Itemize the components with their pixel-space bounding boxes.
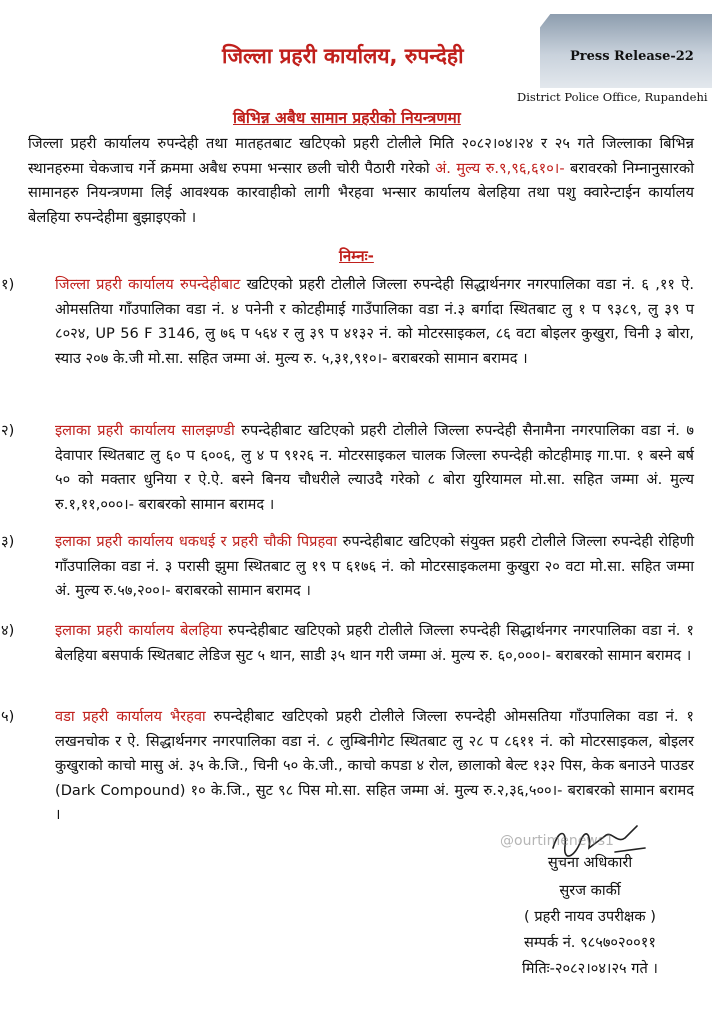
list-item xyxy=(1,530,694,604)
signature-contact: सम्पर्क नं. ९८५७०२००११ xyxy=(524,934,656,951)
item-number: २) xyxy=(1,422,15,439)
signature-rank: ( प्रहरी नायव उपरीक्षक ) xyxy=(524,908,656,925)
item-number: ५) xyxy=(1,708,15,725)
list-item xyxy=(1,273,694,371)
list-item xyxy=(1,619,694,668)
item-text: रुपन्देहीबाट खटिएको प्रहरी टोलीले जिल्ला रुपन्देही ओमसतिया गाँउपालिका वडा नं. १ लखनचोक र ऐ. सिद्धार्थनगर नगरपालिका वडा नं. ८ लुम्बिनीगेट स्थितबाट लु २८ प ८६११ नं. को मोटरसाइकल, बोइलर कुखुराको काचो मासु अं. ३५ के.जि., चिनी ५० के.जी., काचो कपडा ४ रोल, छालाको बेल्ट १३२ पिस, केक बनाउने पाउडर (Dark Compound) १० के.जि., सुट ९८ पिस मो.सा. सहित जम्मा अं. मुल्य रु.२,३६,५००।- बराबरको सामान बरामद । xyxy=(55,708,694,823)
item-text: रुपन्देहीबाट खटिएको संयुक्त प्रहरी टोलीले जिल्ला रुपन्देही रोहिणी गाँउपालिका वडा नं. ३ परासी झुमा स्थितबाट लु १९ प ६१७६ नं. को मोटरसाइकलमा कुखुरा २० वटा मो.सा. सहित जम्मा अं. मुल्य रु.५७,२००।- बराबरको सामान बरामद । xyxy=(55,533,694,599)
item-office: इलाका प्रहरी कार्यालय सालझण्डी xyxy=(55,422,235,439)
item-office: इलाका प्रहरी कार्यालय धकधई र प्रहरी चौकी पिप्रहवा xyxy=(55,533,338,550)
press-release-label: Press Release-22 xyxy=(570,49,694,64)
item-number: १) xyxy=(1,276,15,293)
item-number: ४) xyxy=(1,622,15,639)
intro-text: जिल्ला प्रहरी कार्यालय रुपन्देही तथा मातहतबाट खटिएको प्रहरी टोलीले मिति २०८२।०४।२४ र २५ गते जिल्लाका बिभिन्न स्थानहरुमा चेकजाच गर्ने क्रममा अबैध रुपमा भन्सार छली चोरी पैठारी गरेको xyxy=(28,135,694,177)
item-office: वडा प्रहरी कार्यालय भैरहवा xyxy=(55,708,206,725)
intro-paragraph xyxy=(28,132,694,230)
item-office: जिल्ला प्रहरी कार्यालय रुपन्देहीबाट xyxy=(55,276,241,293)
signature-title: सुचना अधिकारी xyxy=(547,854,633,871)
item-office: इलाका प्रहरी कार्यालय बेलहिया xyxy=(55,622,223,639)
list-heading: निम्नः- xyxy=(339,247,374,265)
watermark-text: @ourtimenews1 xyxy=(500,833,614,849)
document-date: मितिः-२०८२।०४।२५ गते । xyxy=(522,960,658,977)
signature-name: सुरज कार्की xyxy=(559,882,621,899)
item-number: ३) xyxy=(1,533,15,550)
item-text: रुपन्देहीबाट खटिएको प्रहरी टोलीले जिल्ला रुपन्देही सैनामैना नगरपालिका वडा नं. ७ देवापार स्थितबाट लु ६० प ६००६, लु ४ प ९१२६ न. मोटरसाइकल चालक जिल्ला रुपन्देही कोटहीमाइ गा.पा. १ बस्ने बर्ष ५० को मक्तार धुनिया र ऐ.ऐ. बस्ने बिनय चौधरीले ल्याउदै गरेको ८ बोरा युरियामल मो.सा. सहित जम्मा अं. मुल्य रु.१,११,०००।- बराबरको सामान बरामद । xyxy=(55,422,694,513)
item-text: रुपन्देहीबाट खटिएको प्रहरी टोलीले जिल्ला रुपन्देही सिद्धार्थनगर नगरपालिका वडा नं. १ बेलहिया बसपार्क स्थितबाट लेडिज सुट ५ थान, साडी ३५ थान गरी जम्मा अं. मुल्य रु. ६०,०००।- बराबरको सामान बरामद । xyxy=(55,622,694,664)
list-item xyxy=(1,419,694,517)
total-value-highlight: अं. मुल्य रु.९,९६,६१०।- xyxy=(435,159,565,177)
office-name-english: District Police Office, Rupandehi xyxy=(517,90,708,104)
org-title: जिल्ला प्रहरी कार्यालय, रुपन्देही xyxy=(222,44,464,68)
intro-text-continued: बरावरको निम्नानुसारको सामानहरु नियन्त्रणमा लिई आवश्यक कारवाहीको लागी भैरहवा भन्सार कार्यालय बेलहिया तथा पशु क्वारेन्टाईन कार्यालय बेलहिया रुपन्देहीमा बुझाइएको । xyxy=(28,159,694,226)
item-text: खटिएको प्रहरी टोलीले जिल्ला रुपन्देही सिद्धार्थनगर नगरपालिका वडा नं. ६ ,११ ऐ. ओमसतिया गाँउपालिका वडा नं. ४ पनेनी र कोटहीमाई गाउँपालिका वडा नं.३ बर्गादा स्थितबाट लु १ प ९३८९, लु ३९ प ८०२४, UP 56 F 3146, लु ७६ प ५६४ र लु ३९ प ४१३२ नं. को मोटरसाइकल, ८६ वटा बोइलर कुखुरा, चिनी ३ बोरा, स्याउ २०७ के.जी मो.सा. सहित जम्मा अं. मुल्य रु. ५,३१,९१०।- बराबरको सामान बरामद । xyxy=(55,276,694,367)
list-item xyxy=(1,705,694,828)
document-subject: बिभिन्न अबैध सामान प्रहरीको नियन्त्रणमा xyxy=(233,109,461,127)
